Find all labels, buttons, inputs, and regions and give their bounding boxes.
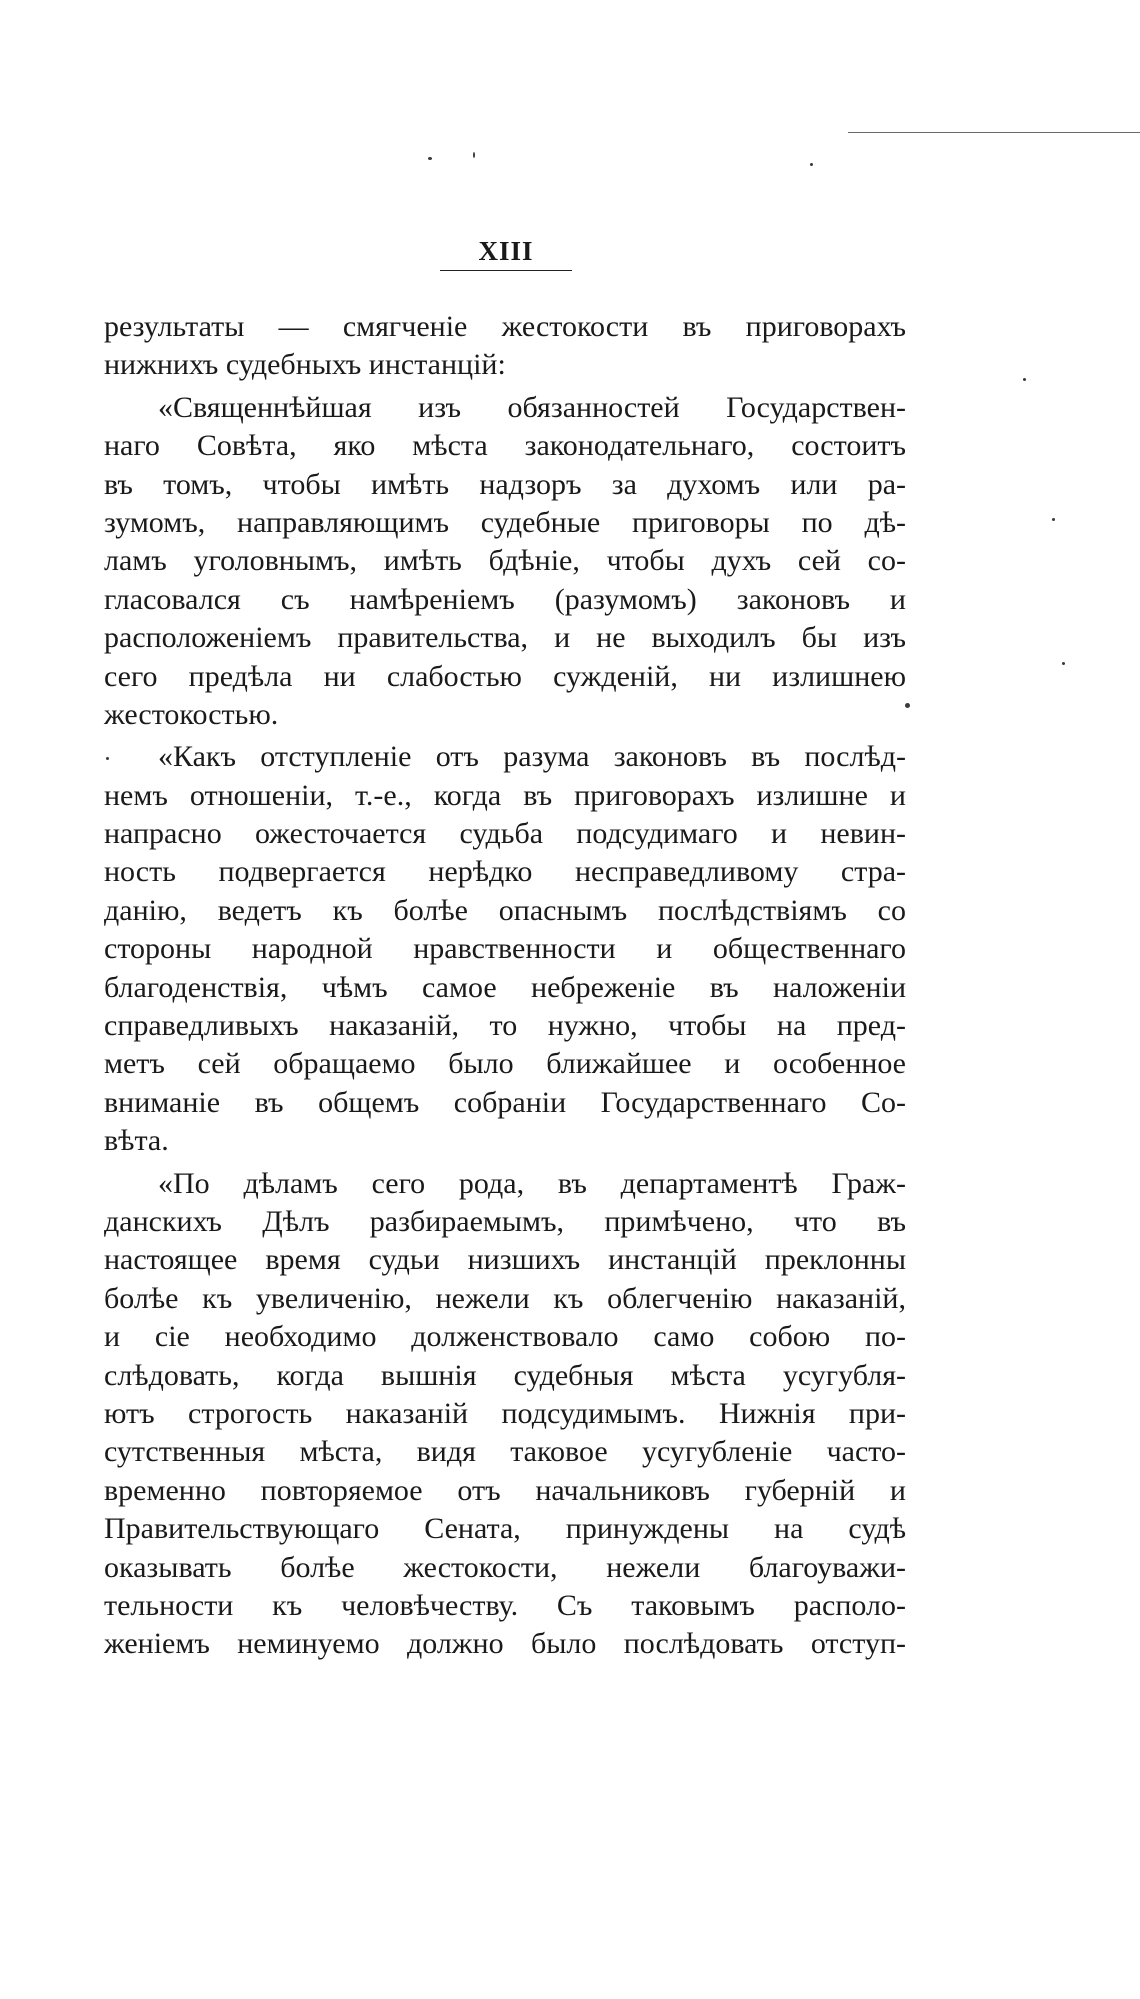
text-line: зумомъ, направляющимъ судебные приговоры по дѣ- <box>104 505 906 539</box>
text-line: метъ сей обращаемо было ближайшее и особенное <box>104 1047 906 1081</box>
page-number: XIII <box>478 236 534 266</box>
scan-speck <box>810 163 813 166</box>
text-line: Правительствующаго Сената, принуждены на судѣ <box>104 1512 906 1546</box>
text-line: расположеніемъ правительства, и не выходилъ бы изъ <box>104 621 906 655</box>
text-line: оказывать болѣе жестокости, нежели благоуважи- <box>104 1550 906 1584</box>
text-line: временно повторяемое отъ начальниковъ губерній и <box>104 1473 906 1507</box>
text-line: вѣта. <box>104 1124 169 1158</box>
body-text <box>104 308 906 1664</box>
text-line: результаты — смягченіе жестокости въ приговорахъ <box>104 310 906 343</box>
text-line: въ томъ, чтобы имѣть надзоръ за духомъ или ра- <box>104 467 906 501</box>
text-line: болѣе къ увеличенію, нежели къ облегченію наказаній, <box>104 1281 906 1315</box>
text-line: справедливыхъ наказаній, то нужно, чтобы на пред- <box>104 1009 906 1043</box>
header-rule <box>440 270 572 271</box>
scan-speck <box>473 152 475 158</box>
text-line: данскихъ Дѣлъ разбираемымъ, примѣчено, что въ <box>104 1204 906 1238</box>
text-line: ламъ уголовнымъ, имѣть бдѣніе, чтобы духъ сей со- <box>104 544 906 578</box>
text-line: «Священнѣйшая изъ обязанностей Государствен- <box>158 390 906 424</box>
text-line: женіемъ неминуемо должно было послѣдовать отступ- <box>104 1627 906 1661</box>
text-line: ность подвергается нерѣдко несправедливому стра- <box>104 855 906 889</box>
paragraph <box>104 308 906 385</box>
scan-edge-rule <box>848 132 1140 133</box>
text-line: благоденствія, чѣмъ самое небреженіе въ наложеніи <box>104 970 906 1004</box>
scan-speck <box>1052 518 1055 521</box>
text-line: стороны народной нравственности и общественнаго <box>104 932 906 966</box>
text-line: «Какъ отступленіе отъ разума законовъ въ послѣд- <box>158 740 906 774</box>
paragraph <box>104 1165 906 1664</box>
text-line: напрасно ожесточается судьба подсудимаго и невин- <box>104 817 906 851</box>
text-line: вниманіе въ общемъ собраніи Государственнаго Со- <box>104 1085 906 1119</box>
text-line: ютъ строгость наказаній подсудимымъ. Нижнія при- <box>104 1396 906 1430</box>
page-header <box>440 238 572 271</box>
text-line: немъ отношеніи, т.-е., когда въ приговорахъ излишне и <box>104 778 906 812</box>
text-line: слѣдовать, когда вышнія судебныя мѣста усугубля- <box>104 1358 906 1392</box>
scan-speck <box>428 157 432 160</box>
text-line: сутственныя мѣста, видя таковое усугубленіе часто- <box>104 1435 906 1469</box>
text-line: наго Совѣта, яко мѣста законодательнаго, состоитъ <box>104 429 906 463</box>
text-line: «По дѣламъ сего рода, въ департаментѣ Граж- <box>158 1166 906 1200</box>
scan-speck <box>1023 378 1026 381</box>
text-line: гласовался съ намѣреніемъ (разумомъ) законовъ и <box>104 582 906 616</box>
text-line: тельности къ человѣчеству. Съ таковымъ располо- <box>104 1588 906 1622</box>
text-line: жестокостью. <box>104 697 279 731</box>
text-line: данію, ведетъ къ болѣе опаснымъ послѣдствіямъ со <box>104 893 906 927</box>
text-line: и сіе необходимо долженствовало само собою по- <box>104 1320 906 1354</box>
text-line: нижнихъ судебныхъ инстанцій: <box>104 348 506 382</box>
scan-speck <box>1062 662 1065 665</box>
text-line: настоящее время судьи низшихъ инстанцій преклонны <box>104 1243 906 1277</box>
text-line: сего предѣла ни слабостью сужденій, ни излишнею <box>104 659 906 693</box>
paragraph <box>104 389 906 735</box>
paragraph <box>104 738 906 1160</box>
